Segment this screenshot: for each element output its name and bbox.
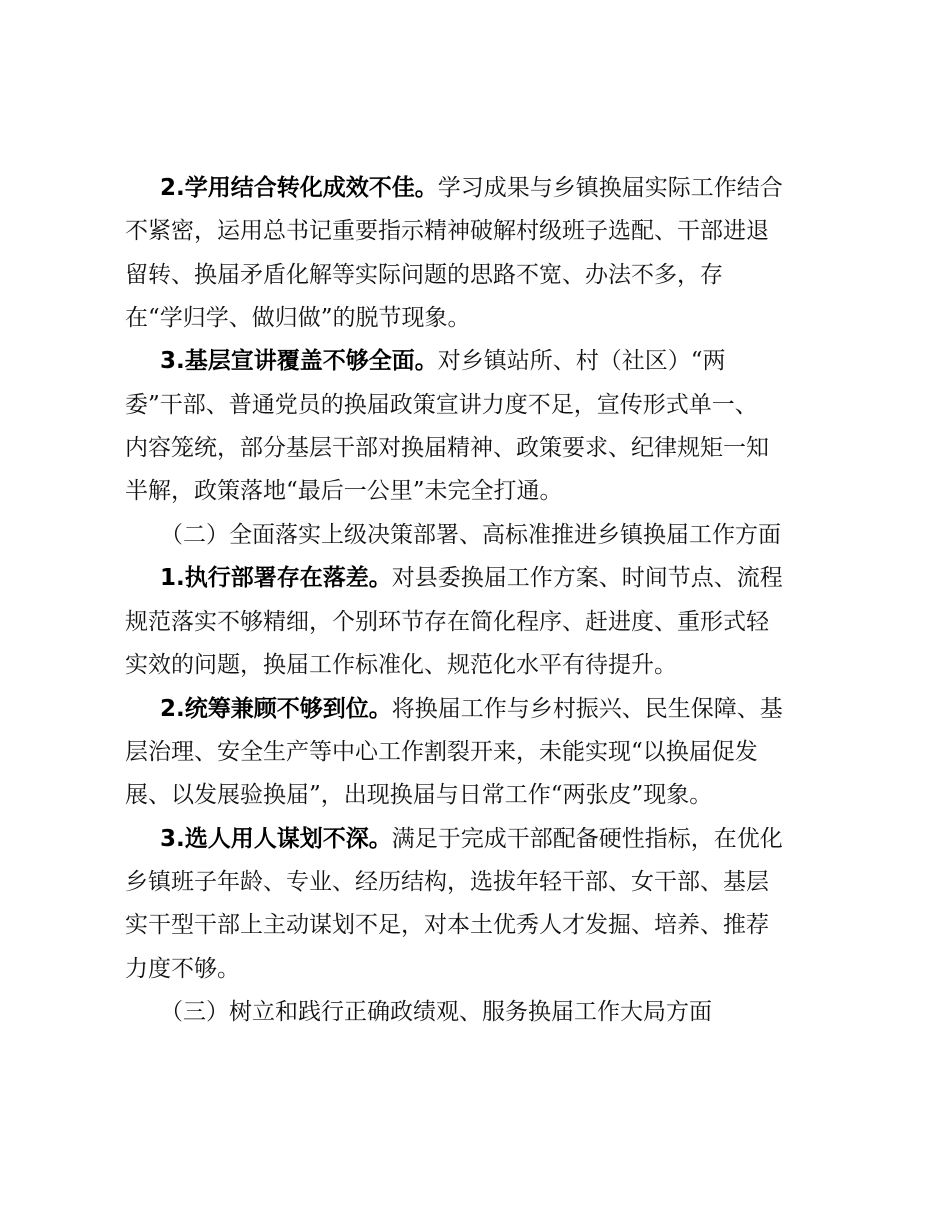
section-heading	[160, 992, 712, 1032]
item-heading: 2.统筹兼顾不够到位。	[160, 696, 392, 722]
paragraph-line	[125, 645, 677, 685]
line-text: 乡镇班子年龄、专业、经历结构，选拔年轻干部、女干部、基层	[125, 869, 769, 895]
paragraph-line	[125, 471, 563, 511]
line-text: 留转、换届矛盾化解等实际问题的思路不宽、办法不多，存	[125, 262, 723, 288]
paragraph-line	[160, 819, 783, 859]
paragraph-line	[125, 775, 712, 815]
line-text: 将换届工作与乡村振兴、民生保障、基	[391, 696, 783, 722]
line-text: 层治理、安全生产等中心工作割裂开来，未能实现“以换届促发	[125, 739, 758, 765]
line-text: 在“学归学、做归做”的脱节现象。	[125, 305, 471, 331]
line-text: 半解，政策落地“最后一公里”未完全打通。	[125, 478, 563, 504]
line-text: 满足于完成干部配备硬性指标，在优化	[391, 826, 783, 852]
paragraph-line	[160, 689, 783, 729]
line-text: 不紧密，运用总书记重要指示精神破解村级班子选配、干部进退	[125, 218, 769, 244]
item-heading: 2.学用结合转化成效不佳。	[160, 175, 438, 201]
paragraph-line	[125, 211, 769, 251]
line-text: 委”干部、普通党员的换届政策宣讲力度不足，宣传形式单一、	[125, 392, 758, 418]
line-text: 内容笼统，部分基层干部对换届精神、政策要求、纪律规矩一知	[125, 435, 769, 461]
section-heading-text: （二）全面落实上级决策部署、高标准推进乡镇换届工作方面	[160, 522, 781, 548]
section-heading	[160, 515, 781, 555]
paragraph-line	[125, 862, 769, 902]
line-text: 规范落实不够精细，个别环节存在简化程序、赶进度、重形式轻	[125, 609, 769, 635]
paragraph-line	[125, 255, 723, 295]
line-text: 对县委换届工作方案、时间节点、流程	[391, 565, 783, 591]
line-text: 对乡镇站所、村（社区）“两	[437, 348, 726, 374]
paragraph-line	[125, 385, 758, 425]
line-text: 实干型干部上主动谋划不足，对本土优秀人才发掘、培养、推荐	[125, 912, 769, 938]
paragraph-line	[125, 298, 471, 338]
paragraph-line	[125, 905, 769, 945]
line-text: 力度不够。	[125, 956, 240, 982]
paragraph-line	[160, 168, 783, 208]
paragraph-line	[125, 428, 769, 468]
paragraph-line	[160, 558, 783, 598]
item-heading: 3.选人用人谋划不深。	[160, 826, 392, 852]
line-text: 实效的问题，换届工作标准化、规范化水平有待提升。	[125, 652, 677, 678]
item-heading: 3.基层宣讲覆盖不够全面。	[160, 348, 438, 374]
paragraph-line	[125, 602, 769, 642]
section-heading-text: （三）树立和践行正确政绩观、服务换届工作大局方面	[160, 999, 712, 1025]
line-text: 学习成果与乡镇换届实际工作结合	[437, 175, 783, 201]
paragraph-line	[125, 732, 758, 772]
paragraph-line	[160, 341, 726, 381]
line-text: 展、以发展验换届”，出现换届与日常工作“两张皮”现象。	[125, 782, 713, 808]
paragraph-line	[125, 949, 240, 989]
item-heading: 1.执行部署存在落差。	[160, 565, 392, 591]
